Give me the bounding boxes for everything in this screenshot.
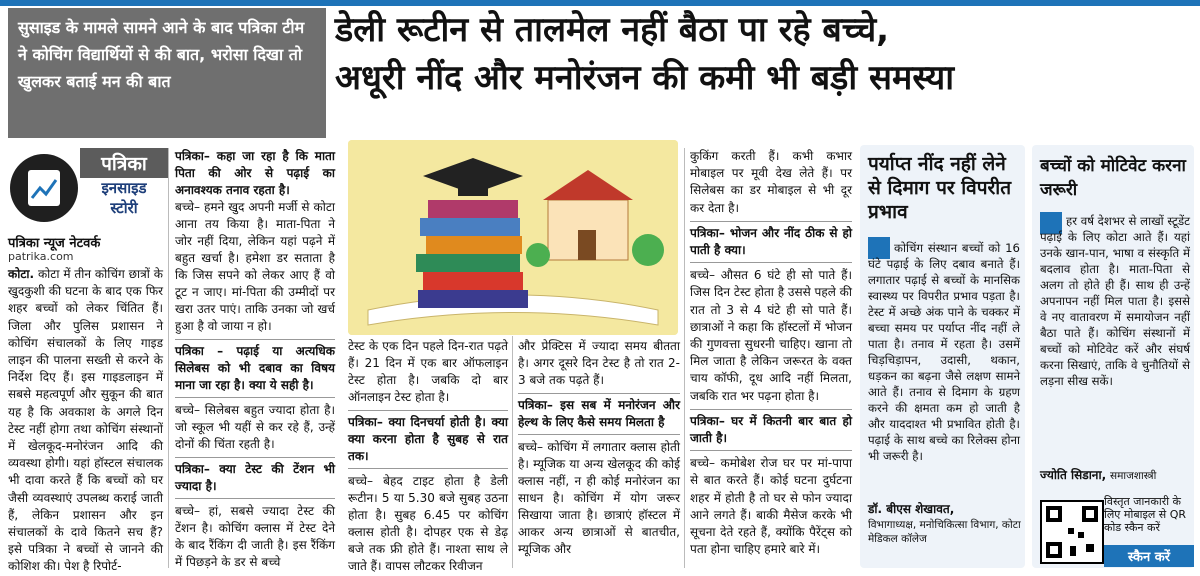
column-1-text: कोटा में तीन कोचिंग छात्रों के खुदकुशी की घटना के बाद एक फिर शहर बच्चों को लेकर चिंतित हैं। जिला और पुलिस प्रशासन ने कोचिंग संचालकों के लिए गाइड लाइन की पालना सख्ती से करने के निर्देश दिए हैं। इस गाइडलाइन में सबसे महत्वपूर्ण और सुकून की बात यह है कि अवकाश के अगले दिन टेस्ट नहीं होगा तथा कोचिंग संस्थानों में खेलकूद-मनोरंजन आदि की व्यवस्था होगी। यहां हॉस्टल संचालक भी दावा करते हैं कि बच्चों को घर जैसी व्यवस्थाएं उपलब्ध कराई जाती हैं, लेकिन प्रशासन और इन संचालकों के दावे कितने सच हैं? इसे पत्रिका ने बच्चों से जानने की कोशिश की। पेश है रिपोर्ट- — [8, 267, 163, 574]
byline: पत्रिका न्यूज नेटवर्क — [8, 236, 101, 251]
chart-icon — [10, 154, 78, 222]
question-7: पत्रिका– घर में कितनी बार बात हो जाती है। — [690, 409, 852, 451]
qr-instruction: विस्तृत जानकारी के लिए मोबाइल से QR कोड स्कैन करें — [1104, 495, 1187, 534]
side-box-summary: सुसाइड के मामले सामने आने के बाद पत्रिका टीम ने कोचिंग विद्यार्थियों से की बात, भरोसा दिखा तो खुलकर बताई मन की बात — [8, 8, 326, 138]
answer-5: बच्चे– कोचिंग में लगातार क्लास होती है। म्यूजिक या अन्य खेलकूद की कोई क्लास नहीं, न ही कोई मनोरंजन का साधन है। कोचिंग में योग जरूर सिखाया जाता है। छात्राएं हॉस्टल में आकर अन्य छात्राओं से बातचीत, म्यूजिक और — [518, 440, 680, 556]
panel-1-text: कोचिंग संस्थान बच्चों को 16 घंटे पढ़ाई के लिए दबाव बनाते हैं। लगातार पढ़ाई से बच्चों के मानसिक स्वास्थ्य पर विपरीत प्रभाव पड़ता है। टेस्ट में अच्छे अंक पाने के चक्कर में बच्चा समय पर पर्याप्त नींद नहीं ले पाता है। तनाव में रहता है। उसमें चिड़चिड़ापन, उदासी, थकान, धड़कन का बढ़ना जैसे लक्षण सामने आते हैं। तनाव से दिमाग के ग्रहण करने की क्षमता कम हो जाती है और याददाश्त भी प्रभावित होती है। पढ़ाई के साथ बच्चे का रिलेक्स होना भी जरूरी है। — [868, 241, 1020, 463]
books-illustration — [348, 140, 678, 335]
answer-5-continued: कुकिंग करती हैं। कभी कभार मोबाइल पर मूवी देख लेते हैं। पर सिलेबस का डर मोबाइल से भी दूर कर देता है। — [690, 149, 852, 215]
panel-2-text: हर वर्ष देशभर से लाखों स्टूडेंट पढ़ाई के लिए कोटा आते हैं। यहां उनके खान-पान, भाषा व संस्कृति में बदलाव होता है। माता-पिता से अलग तो होते ही हैं। साथ ही उन्हें अपनापन नहीं मिल पाता है। इससे वे नए वातावरण में समायोजन नहीं बैठा पाते हैं। कोचिंग संस्थानों में बच्चों को मोटिवेट करें और संघर्ष करना सिखाएं, ताकि वे चुनौतियों से लड़ना सीख सकें। — [1040, 214, 1190, 388]
panel-2-author: ज्योति सिडाना, — [1040, 468, 1107, 482]
site-link[interactable]: patrika.com — [8, 250, 74, 263]
headline-line-1: डेली रूटीन से तालमेल नहीं बैठा पा रहे बच्चे, — [335, 10, 890, 50]
answer-3: बच्चे– हां, सबसे ज्यादा टेस्ट की टेंशन है। कोचिंग क्लास में टेस्ट देने के बाद रैंकिंग दी जाती है। इस रैंकिंग में पिछड़ने के डर से बच्चे — [175, 504, 335, 569]
panel-2-author-line — [1040, 466, 1195, 483]
brand-block — [80, 148, 168, 218]
qr-code-icon[interactable] — [1040, 500, 1104, 564]
answer-7: बच्चे– कमोबेश रोज घर पर मां-पापा से बात करते हैं। कोई घटना दुर्घटना शहर में होती है तो घर से फोन ज्यादा आने लगते हैं। बाकी मैसेज करके भी सूचना देते रहते हैं, क्योंकि पैरेंट्स को पता होना चाहिए हमारे बारे में। — [690, 456, 852, 557]
panel-1-heading: पर्याप्त नींद नहीं लेने से दिमाग पर विपरीत प्रभाव — [868, 153, 1012, 223]
question-3: पत्रिका– क्या टेस्ट की टेंशन भी ज्यादा है। — [175, 457, 335, 499]
question-1: पत्रिका– कहा जा रहा है कि माता पिता की ओर से पढ़ाई का अनावश्यक तनाव रहता है। — [175, 149, 335, 197]
answer-2: बच्चे– सिलेबस बहुत ज्यादा होता है। जो स्कूल भी यहीं से कर रहे हैं, उन्हें दोनों की चिंता रहती है। — [175, 403, 335, 451]
panel-2-role: समाजशास्त्री — [1109, 470, 1157, 482]
question-6: पत्रिका– भोजन और नींद ठीक से हो पाती है क्या। — [690, 221, 852, 263]
column-3 — [348, 338, 508, 575]
dateline: कोटा. — [8, 267, 35, 281]
brand-title: पत्रिका — [80, 148, 168, 178]
column-2 — [175, 148, 335, 571]
panel-2-heading: बच्चों को मोटिवेट करना जरूरी — [1040, 156, 1186, 200]
question-5: पत्रिका– इस सब में मनोरंजन और हेल्थ के लिए कैसे समय मिलता है — [518, 393, 680, 435]
answer-4-continued: और प्रेक्टिस में ज्यादा समय बीतता है। अगर दूसरे दिन टेस्ट है तो रात 2-3 बजे तक पढ़ते हैं। — [518, 339, 680, 387]
column-1 — [8, 266, 163, 576]
column-4 — [518, 338, 680, 558]
question-2: पत्रिका – पढ़ाई या अत्यधिक सिलेबस को भी दबाव का विषय माना जा रहा है। क्या ये सही है। — [175, 339, 335, 398]
panel-1-author: डॉ. बीएस शेखावत, — [868, 502, 955, 516]
question-4: पत्रिका– क्या दिनचर्या होती है। क्या क्या करना होता है सुबह से रात तक। — [348, 410, 508, 469]
column-5 — [690, 148, 852, 558]
answer-1: बच्चे– हमने खुद अपनी मर्जी से कोटा आना तय किया है। माता-पिता ने जोर नहीं दिया, लेकिन यहां पढ़ने में बहुत खर्चा है। हमेशा डर सताता है कि जिस सपने को लेकर आए हैं वो टूट न जाए। मां-पिता की उम्मीदों पर खरा उतर पाएं। ताकि उनका जो खर्च हुआ है वो जाया न हो। — [175, 200, 335, 333]
brand-sub-1: इनसाइड — [101, 179, 147, 197]
brand-sub-2: स्टोरी — [110, 199, 138, 217]
headline — [335, 6, 1195, 102]
headline-line-2: अधूरी नींद और मनोरंजन की कमी भी बड़ी समस्या — [335, 58, 955, 98]
answer-4: बच्चे– बेहद टाइट होता है डेली रूटीन। 5 या 5.30 बजे सुबह उठना होता है। सुबह 6.45 पर कोचिंग क्लास होती है। दोपहर एक से डेढ़ बजे तक फ्री होते हैं। नाश्ता साथ ले जाते हैं। वापस लौटकर रिवीजन — [348, 474, 508, 573]
answer-3-continued: टेस्ट के एक दिन पहले दिन-रात पढ़ते हैं। 21 दिन में एक बार ऑफलाइन टेस्ट होता है। जबकि दो बार ऑनलाइन टेस्ट होता है। — [348, 339, 508, 404]
panel-1-role: विभागाध्यक्ष, मनोचिकित्सा विभाग, कोटा मेडिकल कॉलेज — [868, 519, 1021, 545]
scan-button[interactable]: स्कैन करें — [1104, 545, 1194, 567]
answer-6: बच्चे– औसत 6 घंटे ही सो पाते हैं। जिस दिन टेस्ट होता है उससे पहले की रात तो 3 से 4 घंटे ही सो पाते हैं। छात्राओं ने कहा कि हॉस्टलों में भोजन की गुणवत्ता सुधरनी चाहिए। खाना तो मिल जाता है लेकिन जरूरत के वक्त चाय कॉफी, दूध आदि नहीं मिलता, जबकि रात भर पढ़ना होता है। — [690, 268, 852, 403]
